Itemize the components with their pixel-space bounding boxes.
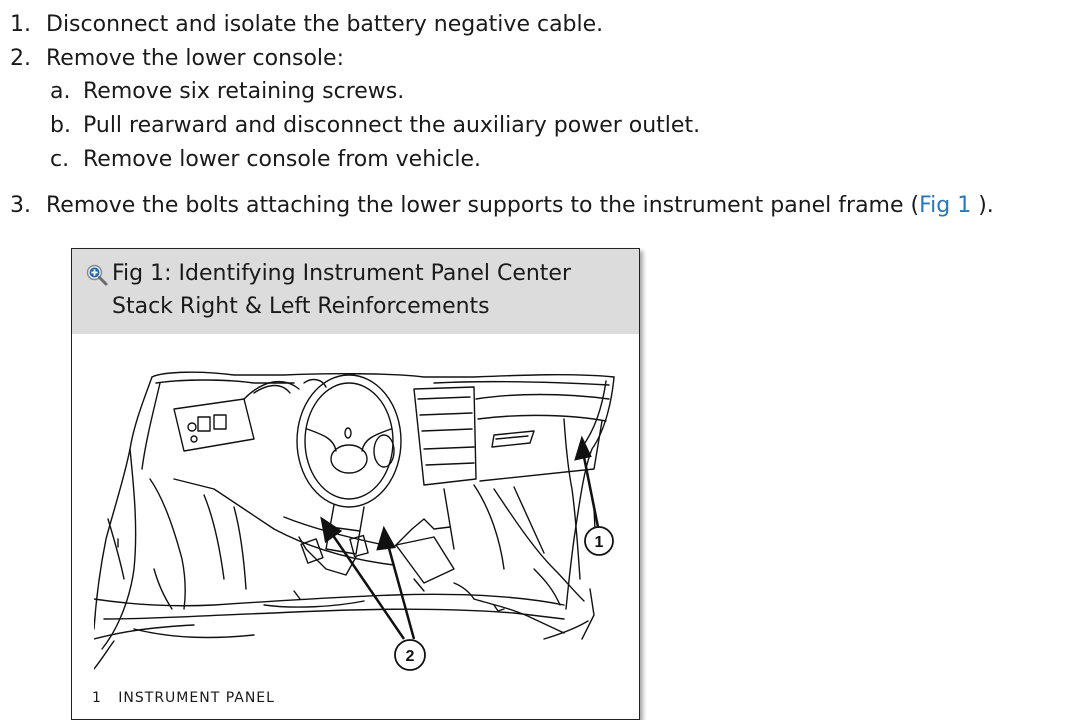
figure-box	[71, 248, 640, 720]
callout-1-label: 1	[594, 534, 604, 551]
step-number: 1.	[10, 12, 31, 37]
instrument-panel-illustration	[94, 369, 619, 679]
callout-2-label: 2	[405, 648, 415, 665]
callout-1	[585, 527, 613, 555]
step-number: 2.	[10, 46, 31, 71]
substep-letter: c.	[50, 147, 70, 172]
step-number: 3.	[10, 193, 31, 218]
legend-text: INSTRUMENT PANEL	[118, 690, 275, 706]
substep-text: Remove six retaining screws.	[83, 79, 405, 104]
legend-number: 1	[92, 690, 102, 706]
figure-header	[72, 249, 639, 334]
substep-text: Remove lower console from vehicle.	[83, 147, 482, 172]
step-text	[46, 192, 994, 220]
step-text: Remove the lower console:	[46, 46, 344, 71]
substep-letter: b.	[50, 113, 71, 138]
substep-letter: a.	[50, 79, 71, 104]
figure-title: Fig 1: Identifying Instrument Panel Center Stack Right & Left Reinforcements	[112, 261, 572, 319]
zoom-in-icon[interactable]	[86, 264, 108, 286]
fig-1-link[interactable]: Fig 1	[919, 193, 972, 218]
step-text: Disconnect and isolate the battery negative cable.	[46, 12, 604, 37]
step-text-after: ).	[971, 193, 994, 218]
callout-2	[395, 640, 425, 670]
step-text-before: Remove the bolts attaching the lower supports to the instrument panel frame (	[46, 193, 920, 218]
figure-legend	[92, 690, 275, 706]
substep-text: Pull rearward and disconnect the auxiliary power outlet.	[83, 113, 701, 138]
